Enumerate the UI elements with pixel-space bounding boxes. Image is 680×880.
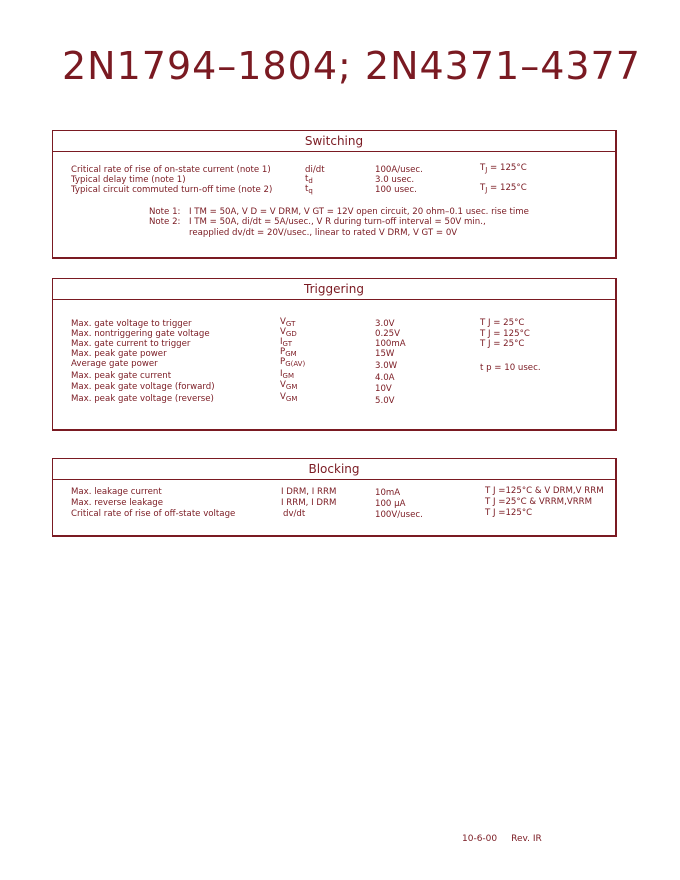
triggering-row-value: 15W (375, 349, 395, 359)
blocking-row-label: Max. leakage current (71, 487, 162, 497)
revision-date: 10-6-00 (462, 834, 498, 844)
blocking-row-symbol: dv/dt (283, 509, 306, 519)
switching-header: Switching (53, 131, 615, 152)
triggering-row-symbol: $V_{GT}$ (280, 317, 296, 328)
triggering-row-value: 100mA (375, 339, 406, 349)
triggering-row-value: 4.0A (375, 373, 395, 383)
triggering-row-label: Max. peak gate power (71, 349, 167, 359)
triggering-row-condition: t p = 10 usec. (480, 363, 541, 373)
blocking-row-label: Critical rate of rise of off-state voltage (71, 509, 236, 519)
switching-row-label: Critical rate of rise of on-state current (note 1) (71, 165, 271, 175)
note-1-text: I TM = 50A, V D = V DRM, V GT = 12V open circuit, 20 ohm–0.1 usec. rise time (189, 207, 529, 217)
triggering-row-label: Average gate power (71, 359, 158, 369)
page-title: 2N1794–1804; 2N4371–4377 (62, 44, 641, 88)
triggering-header: Triggering (53, 279, 615, 300)
switching-row-label: Typical delay time (note 1) (71, 175, 186, 185)
triggering-row-value: 10V (375, 384, 392, 394)
blocking-row-label: Max. reverse leakage (71, 498, 164, 508)
footer (462, 834, 556, 844)
triggering-row-symbol: $V_{GD}$ (280, 327, 297, 338)
triggering-row-symbol: $I_{GT}$ (280, 337, 292, 348)
triggering-row-symbol: $I_{GM}$ (280, 369, 295, 380)
triggering-row-label: Max. peak gate voltage (forward) (71, 382, 215, 392)
triggering-row-symbol: $P_{GM}$ (280, 347, 297, 358)
blocking-section (52, 458, 617, 537)
switching-row-symbol: $t_d$ (305, 174, 313, 185)
switching-section (52, 130, 617, 259)
blocking-row-value: 100 μA (375, 499, 406, 509)
blocking-row-symbol: I DRM, I RRM (281, 487, 337, 497)
switching-row-symbol: $t_q$ (305, 184, 313, 195)
triggering-row-value: 3.0V (375, 319, 395, 329)
triggering-row-label: Max. peak gate current (71, 371, 172, 381)
switching-row-value: 100 usec. (375, 185, 417, 195)
switching-row-label: Typical circuit commuted turn-off time (note 2) (71, 185, 273, 195)
blocking-row-symbol: I RRM, I DRM (281, 498, 337, 508)
blocking-header: Blocking (53, 459, 615, 480)
revision-label: Rev. IR (511, 834, 542, 844)
triggering-row-label: Max. peak gate voltage (reverse) (71, 394, 214, 404)
triggering-row-symbol: $V_{GM}$ (280, 392, 298, 403)
blocking-row-condition: T J =25°C & VRRM,VRRM (485, 497, 593, 507)
triggering-row-value: 3.0W (375, 361, 398, 371)
triggering-row-value: 0.25V (375, 329, 401, 339)
switching-row-value: 3.0 usec. (375, 175, 415, 185)
triggering-row-label: Max. gate voltage to trigger (71, 319, 192, 329)
blocking-row-condition: T J =125°C & V DRM,V RRM (485, 486, 604, 496)
blocking-row-condition: T J =125°C (485, 508, 533, 518)
note-2-text: I TM = 50A, di/dt = 5A/usec., V R during turn-off interval = 50V min., (189, 217, 486, 227)
switching-row-condition: $T_J = 125^\circ C$ (480, 183, 527, 194)
switching-row-condition: $T_J = 125^\circ C$ (480, 163, 527, 174)
switching-row-value: 100A/usec. (375, 165, 423, 175)
blocking-row-value: 100V/usec. (375, 510, 423, 520)
triggering-section (52, 278, 617, 431)
note-2-text-continued: reapplied dv/dt = 20V/usec., linear to rated V DRM, V GT = 0V (189, 228, 458, 238)
triggering-row-label: Max. nontriggering gate voltage (71, 329, 210, 339)
triggering-row-value: 5.0V (375, 396, 395, 406)
triggering-row-symbol: $P_{G(AV)}$ (280, 357, 306, 368)
note-2-label: Note 2: (149, 217, 181, 227)
triggering-row-condition: T J = 25°C (480, 339, 525, 349)
triggering-row-label: Max. gate current to trigger (71, 339, 191, 349)
triggering-row-condition: T J = 125°C (480, 329, 530, 339)
note-1-label: Note 1: (149, 207, 181, 217)
triggering-row-symbol: $V_{GM}$ (280, 380, 298, 391)
blocking-row-value: 10mA (375, 488, 401, 498)
triggering-row-condition: T J = 25°C (480, 318, 525, 328)
switching-row-symbol: di/dt (305, 165, 325, 175)
